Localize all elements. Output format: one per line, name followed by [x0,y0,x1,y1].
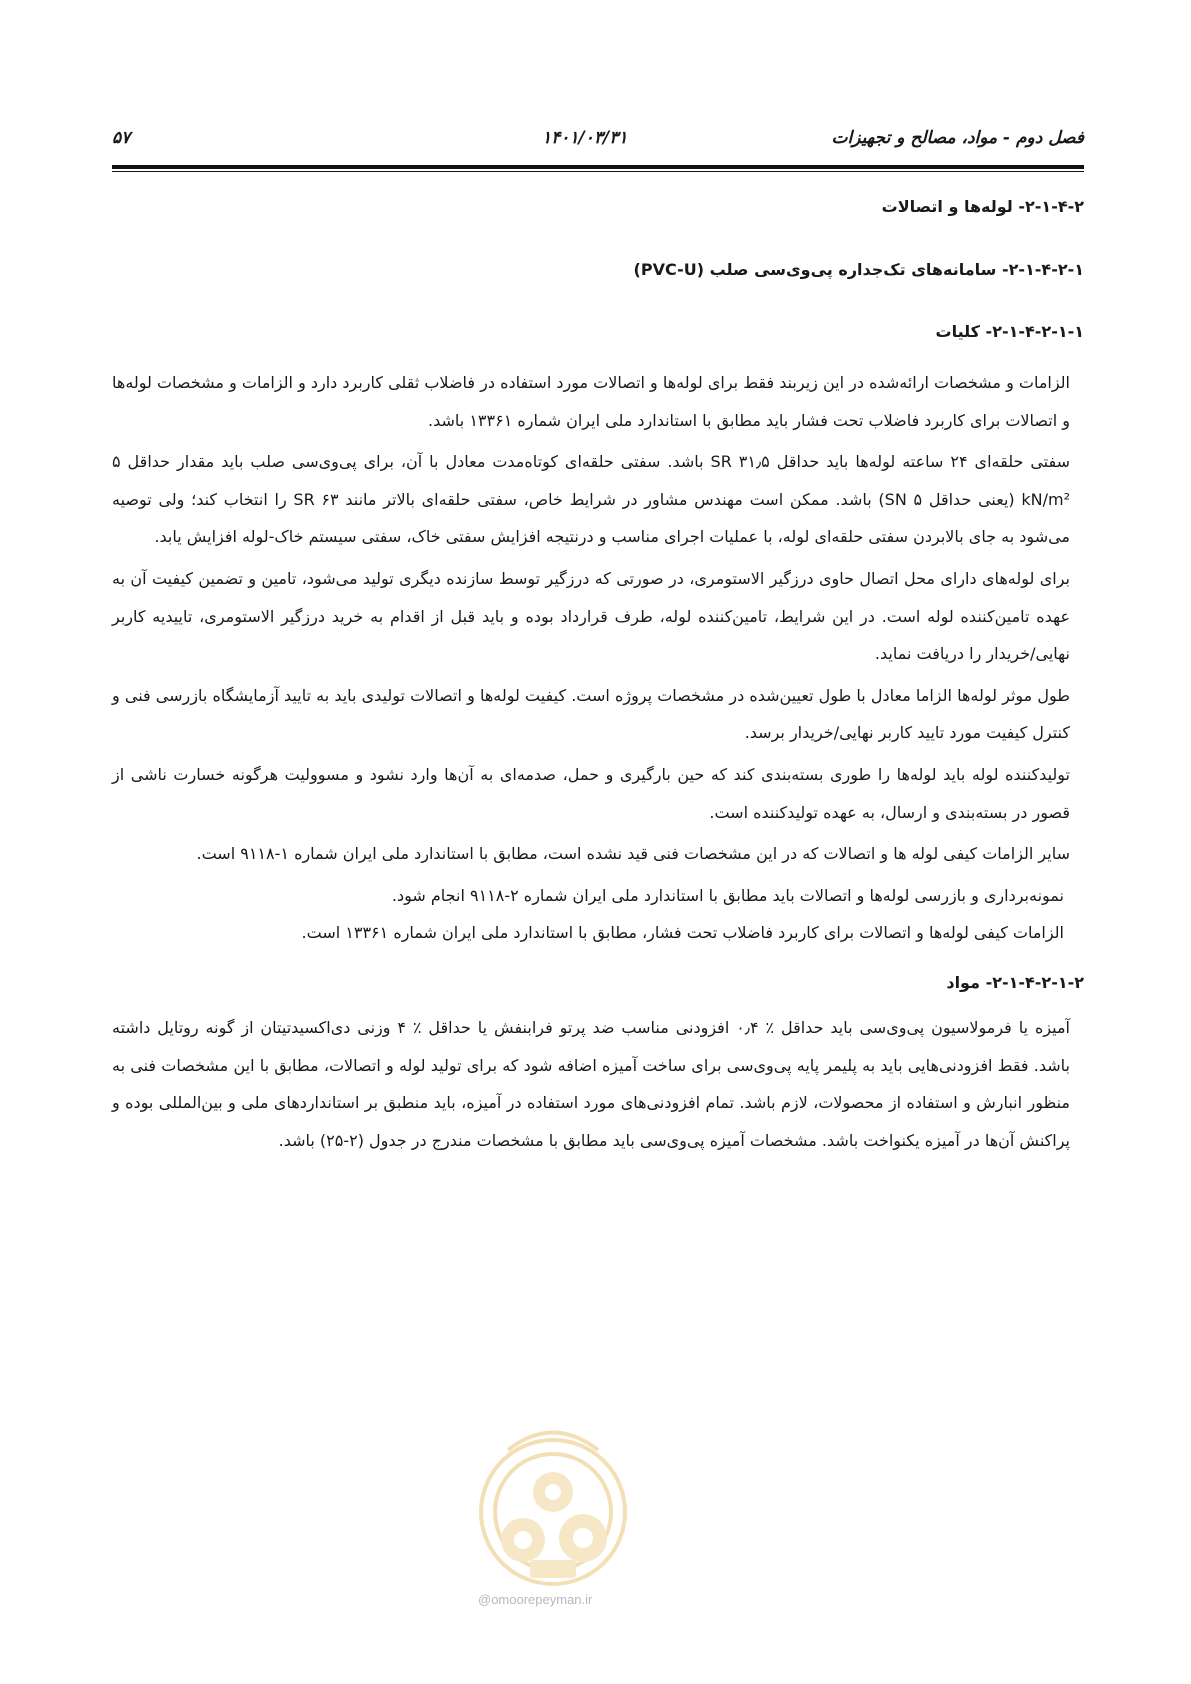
header-date: ۱۴۰۱/۰۳/۳۱ [542,128,628,148]
page-number: ۵۷ [112,128,131,148]
paragraph: سایر الزامات کیفی لوله ها و اتصالات که در این مشخصات فنی قید نشده است، مطابق با استاندارد ملی ایران شماره ۱-۹۱۱۸ است. [196,844,1070,864]
header-rule-thin [112,171,1084,172]
header-rule [112,165,1084,169]
paragraph: برای لوله‌های دارای محل اتصال حاوی درزگیر الاستومری، در صورتی که درزگیر توسط سازنده دیگری تولید می‌شود، تامین و تضمین کیفیت آن به عهده تامین‌کننده لوله است. در این شرایط، تامین‌کننده لوله، طرف قرارداد بوده و باید قبل از اقدام به خرید درزگیر الاستومری، تاییدیه کاربر نهایی/خریدار را دریافت نماید. [112,568,1070,664]
paragraph: طول موثر لوله‌ها الزاما معادل با طول تعیین‌شده در مشخصات پروژه است. کیفیت لوله‌ها و اتصالات تولیدی باید به تایید آزمایشگاه بازرسی فنی و کنترل کیفیت مورد تایید کاربر نهایی/خریدار برسد. [112,685,1070,743]
paragraph: الزامات و مشخصات ارائه‌شده در این زیربند فقط برای لوله‌ها و اتصالات مورد استفاده در فاضلاب ثقلی کاربرد دارد و الزامات و مشخصات لوله‌ها و اتصالات برای کاربرد فاضلاب تحت فشار باید مطابق با استاندارد ملی ایران شماره ۱۳۳۶۱ باشد. [112,373,1070,430]
paragraph: سفتی حلقه‌ای ۲۴ ساعته لوله‌ها باید حداقل SR ۳۱٫۵ باشد. سفتی حلقه‌ای کوتاه‌مدت معادل با آن، برای پی‌وی‌سی صلب باید مقدار حداقل ۵ kN/m² (یعنی حداقل SN ۵) باشد. ممکن است مهندس مشاور در شرایط خاص، سفتی حلقه‌ای بالاتر مانند SR ۶۳ را انتخاب کند؛ ولی توصیه می‌شود به جای بالابردن سفتی حلقه‌ای لوله، با عملیات اجرای مناسب و درنتیجه افزایش سفتی خاک، سفتی سیستم خاک-لوله افزایش یابد. [112,452,1071,547]
section-heading-general: ۲-۱-۴-۲-۱-۱- کلیات [935,322,1084,341]
chapter-title: فصل دوم - مواد، مصالح و تجهیزات [831,128,1084,148]
paragraph: تولیدکننده لوله باید لوله‌ها را طوری بسته‌بندی کند که حین بارگیری و حمل، صدمه‌ای به آن‌ها وارد نشود و مسوولیت هرگونه خسارت ناشی از قصور در بسته‌بندی و ارسال، به عهده تولیدکننده است. [112,764,1070,822]
section-heading-pipes: ۲-۱-۴-۲- لوله‌ها و اتصالات [881,197,1084,216]
page-header [112,118,1084,152]
section-heading-pvc-text: ۲-۱-۴-۲-۱- سامانه‌های تک‌جداره پی‌وی‌سی صلب (PVC-U) [633,260,1084,279]
section-heading-pvc [112,255,1084,285]
paragraph-materials: آمیزه یا فرمولاسیون پی‌وی‌سی باید حداقل ٪ ۰٫۴ افزودنی مناسب ضد پرتو فرابنفش یا حداقل ٪ ۴ وزنی دی‌اکسیدتیتان از گونه روتایل داشته باشد. فقط افزودنی‌هایی باید به پلیمر پایه پی‌وی‌سی برای ساخت آمیزه اضافه شود که برای تولید لوله و اتصالات، مطابق با این مشخصات فنی به منظور انبارش و استفاده از محصولات، لازم باشد. تمام افزودنی‌های مورد استفاده در آمیزه، باید منطبق بر استانداردهای ملی و بین‌المللی بوده و پراکنش آن‌ها در آمیزه یکنواخت باشد. مشخصات آمیزه پی‌وی‌سی باید مطابق با مشخصات مندرج در جدول (۲-۲۵) باشد. [112,1017,1071,1150]
page-body [112,186,1084,1163]
paragraph: نمونه‌برداری و بازرسی لوله‌ها و اتصالات باید مطابق با استاندارد ملی ایران شماره ۲-۹۱۱۸ انجام شود. [391,885,1064,905]
paragraph: الزامات کیفی لوله‌ها و اتصالات برای کاربرد فاضلاب تحت فشار، مطابق با استاندارد ملی ایران شماره ۱۳۳۶۱ است. [301,923,1064,943]
watermark-logo-icon [468,1420,638,1600]
section-heading-materials: ۲-۱-۴-۲-۱-۲- مواد [946,972,1084,992]
watermark-site: @omoorepeyman.ir [478,1592,593,1607]
